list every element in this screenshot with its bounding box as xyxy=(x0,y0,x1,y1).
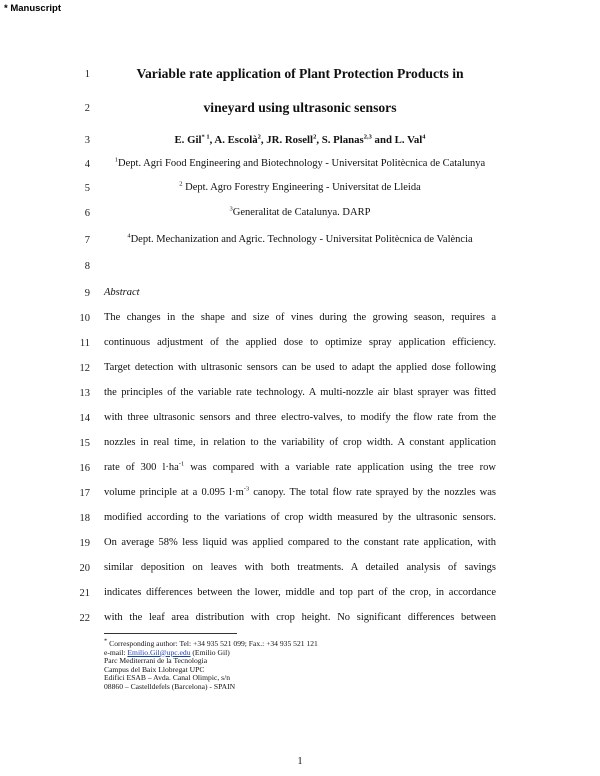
footnote-address-line: Campus del Baix Llobregat UPC xyxy=(104,664,205,674)
author-name: S. Planas xyxy=(321,134,364,146)
email-label: e-mail: xyxy=(104,647,128,657)
footnote xyxy=(104,637,404,692)
line-number: 16 xyxy=(79,462,90,474)
author-affiliation-mark: * 1 xyxy=(201,133,210,141)
line-number: 9 xyxy=(84,287,90,299)
manuscript-tag: * Manuscript xyxy=(4,3,62,14)
abstract-line: the principles of the variable rate technology. A multi-nozzle air blast sprayer was fitted xyxy=(104,387,496,398)
author-list xyxy=(104,133,496,147)
abstract-line: On average 58% less liquid was applied compared to the constant rate application, with xyxy=(104,537,496,548)
author-name: JR. Rosell xyxy=(266,134,314,146)
line-number: 4 xyxy=(84,158,90,170)
footnote-address-line: 08860 – Castelldefels (Barcelona) - SPAIN xyxy=(104,681,236,691)
abstract-heading: Abstract xyxy=(104,287,140,298)
affiliation-2 xyxy=(104,181,496,195)
author-name: A. Escolà xyxy=(214,134,258,146)
email-name: (Emilio Gil) xyxy=(190,647,230,657)
author-affiliation-mark: 2 xyxy=(313,133,317,141)
abstract-line: Target detection with ultrasonic sensors can be used to adapt the applied dose following xyxy=(104,362,496,373)
line-number: 21 xyxy=(79,587,90,599)
footnote-mark: * xyxy=(104,637,108,645)
author-affiliation-mark: 2 xyxy=(257,133,261,141)
affiliation-text: Generalitat de Catalunya. DARP xyxy=(232,207,371,218)
author-name: E. Gil xyxy=(174,134,202,146)
abstract-text: was compared with a variable rate application using the tree row xyxy=(184,462,496,473)
line-number: 20 xyxy=(79,562,90,574)
line-number: 12 xyxy=(79,362,90,374)
footnote-text: Corresponding author: Tel: +34 935 521 099; Fax.: +34 935 521 121 xyxy=(107,639,318,648)
line-number: 14 xyxy=(79,412,90,424)
author-name: L. Val xyxy=(394,134,423,146)
affiliation-mark: 3 xyxy=(229,205,233,213)
author-affiliation-mark: 2,3 xyxy=(363,133,372,141)
line-number: 8 xyxy=(84,260,90,272)
abstract-line xyxy=(104,486,496,500)
author-separator: , xyxy=(209,134,215,146)
abstract-line: with three ultrasonic sensors and three electro-valves, to modify the flow rate from the xyxy=(104,412,496,423)
abstract-line: modified according to the variations of crop width measured by the ultrasonic sensors. xyxy=(104,512,496,523)
title-line-1: Variable rate application of Plant Protection Products in xyxy=(136,66,464,81)
email-link[interactable]: Emilio.Gil@upc.edu xyxy=(127,647,191,657)
abstract-line xyxy=(104,461,496,475)
line-number: 15 xyxy=(79,437,90,449)
line-number: 11 xyxy=(79,337,90,349)
line-number: 3 xyxy=(84,134,90,146)
line-number: 17 xyxy=(79,487,90,499)
author-separator: , xyxy=(316,134,322,146)
line-number: 13 xyxy=(79,387,90,399)
affiliation-text: Dept. Agri Food Engineering and Biotechnology - Universitat Politècnica de Catalunya xyxy=(118,158,486,169)
line-number: 18 xyxy=(79,512,90,524)
page-number: 1 xyxy=(297,756,303,767)
line-number: 22 xyxy=(79,612,90,624)
abstract-text: canopy. The total flow rate sprayed by the nozzles was xyxy=(249,487,496,498)
line-number: 19 xyxy=(79,537,90,549)
line-number: 7 xyxy=(84,234,90,246)
affiliation-mark: 2 xyxy=(179,180,183,188)
author-separator: , xyxy=(260,134,267,146)
affiliation-mark: 1 xyxy=(114,156,119,164)
footnote-address-line: Edifici ESAB – Avda. Canal Olimpic, s/n xyxy=(104,673,230,683)
affiliation-text: Dept. Agro Forestry Engineering - Universitat de Lleida xyxy=(182,182,421,193)
title-line-2: vineyard using ultrasonic sensors xyxy=(203,100,397,115)
abstract-line: continuous adjustment of the applied dose to optimize spray application efficiency. xyxy=(104,337,496,348)
affiliation-4 xyxy=(104,233,496,247)
abstract-line: The changes in the shape and size of vines during the growing season, requires a xyxy=(104,312,496,323)
unit-exponent: -3 xyxy=(243,485,250,493)
abstract-line: indicates differences between the lower, middle and top part of the crop, in accordance xyxy=(104,587,496,598)
abstract-line: similar deposition on leaves with both treatments. A detailed analysis of savings xyxy=(104,562,496,573)
footnote-rule xyxy=(104,633,237,634)
line-number: 5 xyxy=(84,182,90,194)
author-affiliation-mark: 4 xyxy=(422,133,426,141)
affiliation-text: Dept. Mechanization and Agric. Technology - Universitat Politècnica de València xyxy=(130,234,473,245)
line-number: 6 xyxy=(84,207,90,219)
footnote-address-line: Parc Mediterrani de la Tecnologia xyxy=(104,656,208,666)
abstract-text: rate of 300 l·ha xyxy=(104,462,179,473)
author-separator: and xyxy=(371,134,395,146)
abstract-text: volume principle at a 0.095 l·m xyxy=(104,487,244,498)
line-number: 10 xyxy=(79,312,90,324)
affiliation-mark: 4 xyxy=(127,232,131,240)
abstract-line: nozzles in real time, in relation to the variability of crop width. A constant application xyxy=(104,437,496,448)
affiliation-1 xyxy=(104,157,496,171)
line-number: 1 xyxy=(84,68,90,80)
unit-exponent: -1 xyxy=(178,460,185,468)
abstract-line: with the leaf area distribution with crop height. No significant differences between xyxy=(104,612,496,623)
line-number: 2 xyxy=(84,102,90,114)
affiliation-3 xyxy=(104,206,496,220)
